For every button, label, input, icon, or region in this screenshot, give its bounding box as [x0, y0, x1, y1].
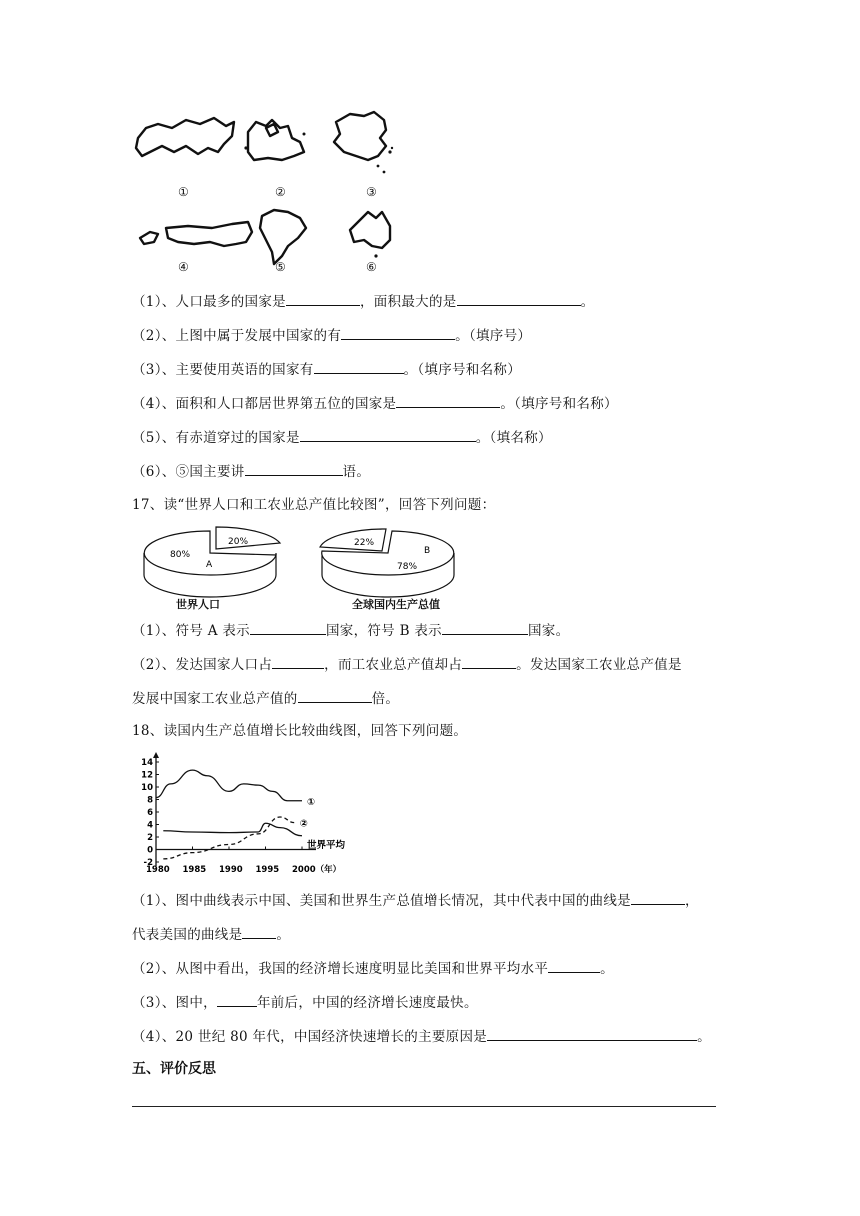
pie2-caption: 全球国内生产总值	[352, 598, 440, 611]
series-line-2	[163, 817, 294, 859]
q17-title: 17、读“世界人口和工农业总产值比较图”，回答下列问题：	[132, 497, 496, 513]
y-tick-label: 10	[141, 783, 153, 793]
map-label-3: ③	[366, 185, 377, 199]
russia-outline	[136, 118, 234, 156]
y-tick-label: -2	[143, 858, 153, 868]
pie2-small-label: 22%	[354, 538, 375, 548]
q16-item-2: （2）、上图中属于发展中国家的有 。（填序号）	[132, 325, 531, 346]
answer-blank[interactable]	[250, 620, 326, 635]
answer-blank[interactable]	[457, 291, 581, 306]
map-label-2: ②	[275, 185, 286, 199]
map-label-5: ⑤	[275, 260, 286, 274]
series-line-1	[156, 770, 302, 801]
answer-blank[interactable]	[300, 427, 476, 442]
y-tick-label: 4	[147, 820, 153, 831]
q17-item-2: （2）、发达国家人口占 ，而工农业总产值却占 。发达国家工农业总产值是	[132, 654, 682, 675]
q17-item-3: 发展中国家工农业总产值的 倍。	[132, 688, 399, 709]
pie2-letter: B	[424, 546, 431, 556]
answer-blank[interactable]	[242, 924, 276, 939]
pie1-small-label: 20%	[228, 537, 249, 547]
series-label: ②	[299, 818, 308, 830]
q16-item-5: （5）、有赤道穿过的国家是 。（填名称）	[132, 427, 552, 448]
y-tick-label: 8	[147, 795, 153, 806]
q18-item-1b: 代表美国的曲线是 。	[132, 924, 290, 945]
q18-item-4: （4）、20 世纪 80 年代，中国经济快速增长的主要原因是 。	[132, 1026, 711, 1047]
map-label-6: ⑥	[366, 260, 377, 274]
pie2-big-label: 78%	[397, 562, 418, 572]
answer-blank[interactable]	[548, 958, 600, 973]
map-label-4: ④	[178, 260, 189, 274]
answer-blank[interactable]	[245, 461, 343, 476]
x-tick-label: 1995	[255, 865, 280, 875]
brazil-outline	[260, 210, 306, 264]
pie1-big-label: 80%	[170, 550, 191, 560]
section-heading: 五、评价反思	[132, 1061, 216, 1077]
y-tick-label: 12	[141, 770, 153, 781]
series-line-3	[163, 823, 302, 836]
gdp-growth-chart	[132, 750, 362, 878]
x-tick-label: 2000（年）	[292, 865, 342, 875]
answer-blank[interactable]	[631, 890, 685, 905]
usa-outline	[166, 222, 252, 246]
answer-line[interactable]	[132, 1106, 716, 1107]
pie2-top-small	[320, 529, 386, 551]
answer-blank[interactable]	[272, 654, 324, 669]
q17-item-1: （1）、符号 A 表示 国家，符号 B 表示 国家。	[132, 620, 569, 641]
q18-item-3: （3）、图中， 年前后，中国的经济增长速度最快。	[132, 992, 478, 1013]
answer-blank[interactable]	[217, 992, 257, 1007]
y-tick-label: 2	[147, 833, 153, 843]
x-tick-label: 1990	[219, 865, 243, 875]
series-label: ①	[307, 796, 316, 808]
q16-item-3: （3）、主要使用英语的国家有 。（填序号和名称）	[132, 359, 521, 380]
x-tick-label: 1985	[182, 865, 207, 875]
answer-blank[interactable]	[314, 359, 404, 374]
q16-item-6: （6）、⑤国主要讲 语。	[132, 461, 370, 482]
q16-item-4: （4）、面积和人口都居世界第五位的国家是 。（填序号和名称）	[132, 393, 618, 414]
map-label-1: ①	[178, 185, 189, 199]
pie1-caption: 世界人口	[176, 598, 220, 611]
series-label: 世界平均	[307, 839, 346, 851]
answer-blank[interactable]	[341, 325, 455, 340]
y-axis-arrow	[153, 752, 159, 758]
answer-blank[interactable]	[396, 393, 500, 408]
answer-blank[interactable]	[487, 1026, 697, 1041]
china-outline	[334, 112, 386, 160]
answer-blank[interactable]	[298, 688, 372, 703]
q16-item-1: （1）、人口最多的国家是 ，面积最大的是 。	[132, 291, 594, 312]
answer-blank[interactable]	[462, 654, 516, 669]
y-tick-label: 6	[147, 808, 153, 818]
answer-blank[interactable]	[286, 291, 360, 306]
australia-outline	[350, 212, 390, 248]
y-tick-label: 14	[141, 758, 153, 768]
x-tick-label: 1980	[146, 865, 170, 875]
answer-blank[interactable]	[442, 620, 528, 635]
q18-title: 18、读国内生产总值增长比较曲线图，回答下列问题。	[132, 723, 468, 739]
q18-item-2: （2）、从图中看出，我国的经济增长速度明显比美国和世界平均水平 。	[132, 958, 614, 979]
y-tick-label: 0	[147, 845, 153, 856]
q18-item-1: （1）、图中曲线表示中国、美国和世界生产总值增长情况，其中代表中国的曲线是 ，	[132, 890, 699, 911]
pie1-letter: A	[206, 560, 213, 570]
